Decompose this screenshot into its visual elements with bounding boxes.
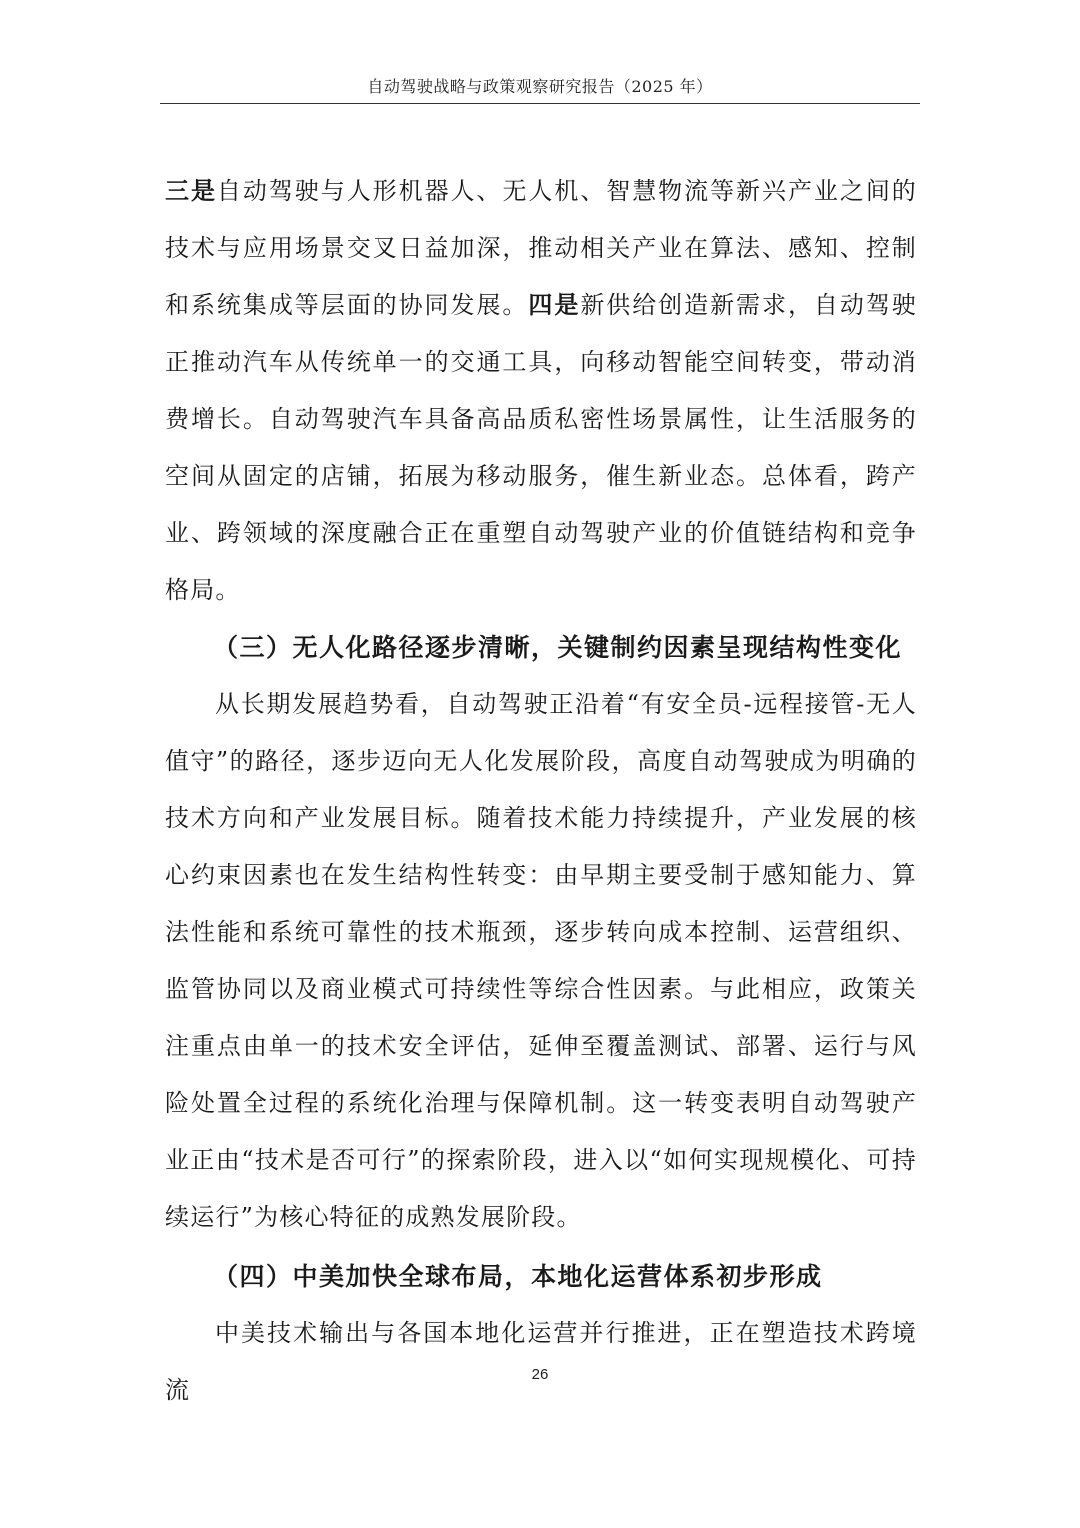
section-heading-4: （四）中美加快全球布局，本地化运营体系初步形成 bbox=[213, 1262, 823, 1291]
header-rule bbox=[160, 103, 920, 104]
page-body bbox=[165, 163, 917, 1419]
lead-label-four: 四是 bbox=[528, 291, 581, 319]
section-heading-3: （三）无人化路径逐步清晰，关键制约因素呈现结构性变化 bbox=[213, 633, 903, 662]
lead-label-three: 三是 bbox=[165, 177, 217, 205]
paragraph-unmanned-path: 从长期发展趋势看，自动驾驶正沿着“有安全员-远程接管-无人值守”的路径，逐步迈向无人化发展阶段，高度自动驾驶成为明确的技术方向和产业发展目标。随着技术能力持续提升，产业发展的核心约束因素也在发生结构性转变：由早期主要受制于感知能力、算法性能和系统可靠性的技术瓶颈，逐步转向成本控制、运营组织、监管协同以及商业模式可持续性等综合性因素。与此相应，政策关注重点由单一的技术安全评估，延伸至覆盖测试、部署、运行与风险处置全过程的系统化治理与保障机制。这一转变表明自动驾驶产业正由“技术是否可行”的探索阶段，进入以“如何实现规模化、可持续运行”为核心特征的成熟发展阶段。 bbox=[165, 690, 917, 1231]
paragraph-text: 自动驾驶与人形机器人、无人机、智慧物流等新兴产业之间的技术与应用场景交叉日益加深，推动相关产业在算法、感知、控制和系统集成等层面的协同发展。 bbox=[165, 177, 917, 319]
paragraph-convergence bbox=[165, 163, 917, 619]
page-number: 26 bbox=[531, 1366, 549, 1383]
running-header: 自动驾驶战略与政策观察研究报告（2025 年） bbox=[367, 77, 713, 96]
paragraph-global-layout: 中美技术输出与各国本地化运营并行推进，正在塑造技术跨境流 bbox=[165, 1319, 917, 1404]
paragraph-text: 新供给创造新需求，自动驾驶正推动汽车从传统单一的交通工具，向移动智能空间转变，带动消费增长。自动驾驶汽车具备高品质私密性场景属性，让生活服务的空间从固定的店铺，拓展为移动服务，催生新业态。总体看，跨产业、跨领域的深度融合正在重塑自动驾驶产业的价值链结构和竞争格局。 bbox=[165, 291, 917, 604]
